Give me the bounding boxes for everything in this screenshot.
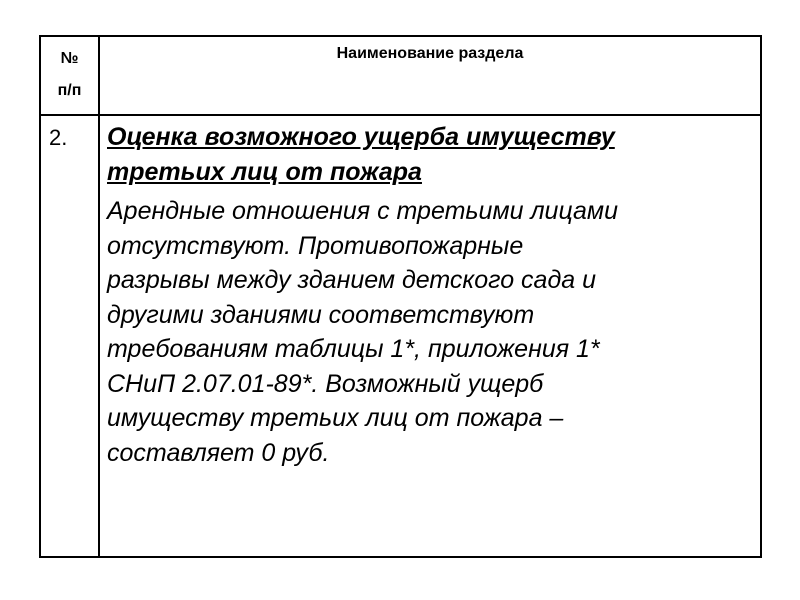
body-text-line: Арендные отношения с третьими лицами — [107, 197, 618, 225]
number-column-header-symbol: № — [60, 50, 79, 67]
section-title — [107, 120, 746, 190]
table-header-row — [41, 37, 760, 116]
name-column-header: Наименование раздела — [336, 45, 524, 62]
body-text-line: другими зданиями соответствуют — [107, 300, 535, 329]
body-text-line: составляет 0 руб. — [107, 438, 330, 467]
column-divider — [98, 116, 100, 556]
body-text-line: имуществу третьих лиц от пожара – — [107, 404, 564, 432]
section-table — [39, 35, 762, 558]
table-row — [41, 116, 760, 556]
number-column-header — [41, 43, 98, 107]
body-text-line: СНиП 2.07.01-89*. Возможный ущерб — [107, 369, 544, 398]
number-column-header-abbrev: п/п — [57, 82, 82, 99]
section-title-line: третьих лиц от пожара — [107, 158, 422, 186]
section-title-line: Оценка возможного ущерба имуществу — [107, 123, 615, 151]
body-text-line: разрывы между зданием детского сада и — [107, 266, 597, 294]
section-body-text — [107, 194, 746, 470]
body-text-line: требованиям таблицы 1*, приложения 1* — [107, 335, 600, 363]
row-number: 2. — [49, 125, 68, 150]
row-content — [107, 120, 746, 470]
body-text-line: отсутствуют. Противопожарные — [107, 231, 524, 260]
